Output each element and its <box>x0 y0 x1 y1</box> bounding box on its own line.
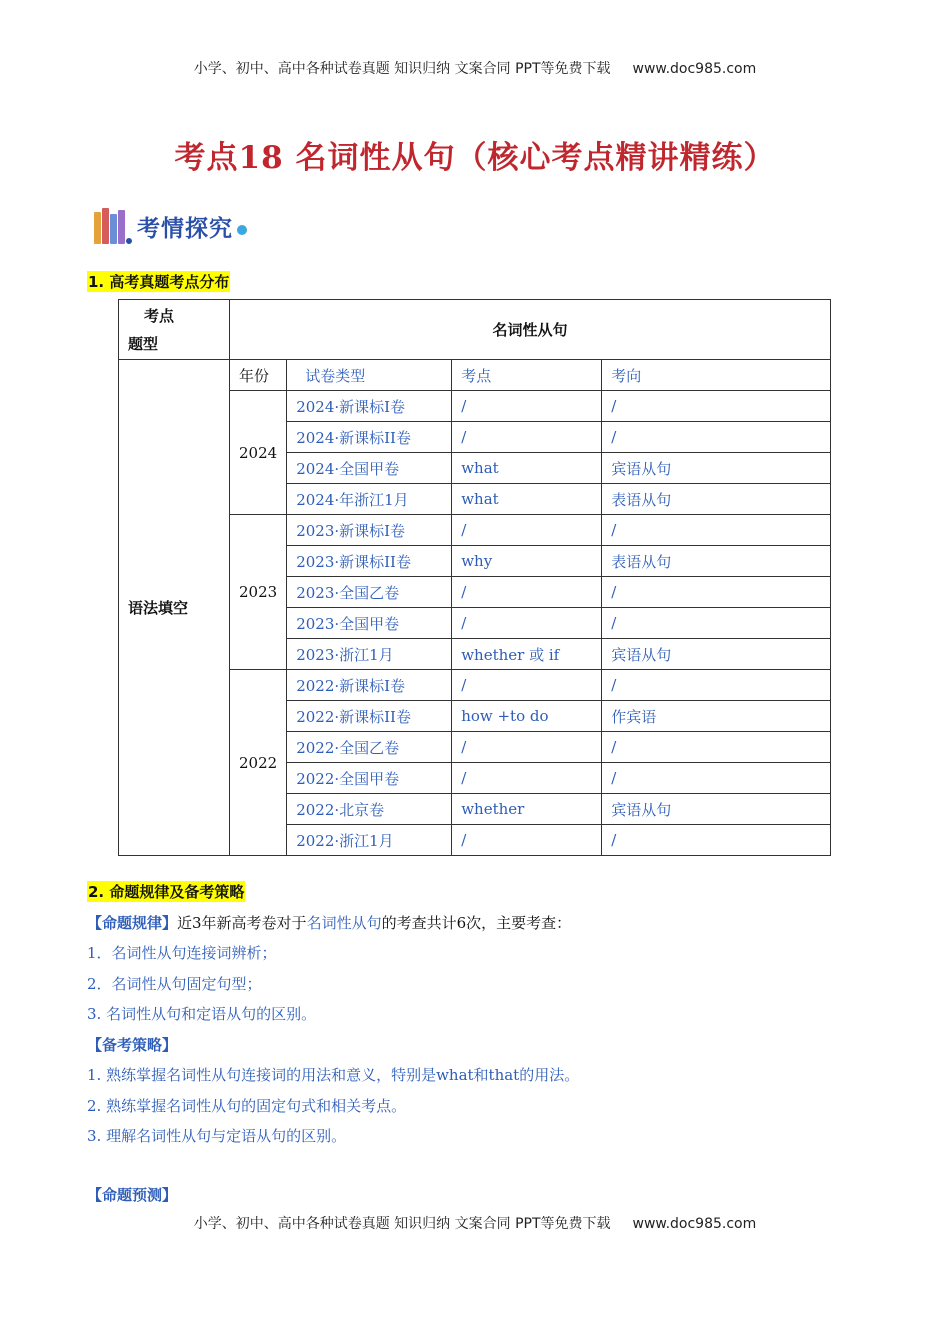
footer-url[interactable]: www.doc985.com <box>632 1216 757 1232</box>
point-cell: / <box>452 825 602 856</box>
point-cell: how +to do <box>452 701 602 732</box>
point-cell: what <box>452 484 602 515</box>
year-cell: 2024 <box>230 391 287 515</box>
corner-cell <box>119 300 230 360</box>
paper-cell: 2023·新课标II卷 <box>287 546 452 577</box>
rule-item-3: 3. 名词性从句和定语从句的区别。 <box>87 1005 317 1023</box>
point-cell: / <box>452 515 602 546</box>
point-cell: / <box>452 670 602 701</box>
year-cell: 2023 <box>230 515 287 670</box>
point-cell: whether <box>452 794 602 825</box>
paper-cell: 2023·浙江1月 <box>287 639 452 670</box>
direction-cell: / <box>602 515 831 546</box>
corner-top: 考点 <box>144 307 175 325</box>
paper-cell: 2024·新课标I卷 <box>287 391 452 422</box>
paper-cell: 2023·全国乙卷 <box>287 577 452 608</box>
strategy-item-2: 2. 熟练掌握名词性从句的固定句式和相关考点。 <box>87 1097 407 1115</box>
col-header-point: 考点 <box>452 360 602 391</box>
rule-post: 的考查共计6次，主要考查： <box>381 914 572 932</box>
corner-bottom: 题型 <box>128 335 159 353</box>
section2-heading: 2. 命题规律及备考策略 <box>88 883 245 901</box>
paper-cell: 2024·年浙江1月 <box>287 484 452 515</box>
prediction-label: 【命题预测】 <box>87 1186 178 1204</box>
rule-item-2: 2．名词性从句固定句型； <box>87 975 262 993</box>
exam-distribution-table <box>118 299 831 856</box>
rule-topic: 名词性从句 <box>306 914 382 932</box>
direction-cell: / <box>602 422 831 453</box>
page-footer <box>0 1213 950 1233</box>
point-cell: what <box>452 453 602 484</box>
header-url[interactable]: www.doc985.com <box>632 61 757 77</box>
header-text: 小学、初中、高中各种试卷真题 知识归纳 文案合同 PPT等免费下载 <box>193 61 611 77</box>
point-cell: / <box>452 422 602 453</box>
strategy-label: 【备考策略】 <box>87 1036 178 1054</box>
point-cell: / <box>452 732 602 763</box>
col-header-direction: 考向 <box>602 360 831 391</box>
direction-cell: / <box>602 608 831 639</box>
paper-cell: 2022·浙江1月 <box>287 825 452 856</box>
direction-cell: 宾语从句 <box>602 453 831 484</box>
row-label-cell: 语法填空 <box>119 360 230 856</box>
direction-cell: 作宾语 <box>602 701 831 732</box>
direction-cell: 表语从句 <box>602 484 831 515</box>
col-header-paper: 试卷类型 <box>287 360 452 391</box>
topic-cell: 名词性从句 <box>230 300 831 360</box>
point-cell: / <box>452 608 602 639</box>
point-cell: why <box>452 546 602 577</box>
direction-cell: / <box>602 732 831 763</box>
direction-cell: / <box>602 670 831 701</box>
point-cell: / <box>452 391 602 422</box>
direction-cell: 宾语从句 <box>602 794 831 825</box>
year-cell: 2022 <box>230 670 287 856</box>
footer-text: 小学、初中、高中各种试卷真题 知识归纳 文案合同 PPT等免费下载 <box>193 1216 611 1232</box>
point-cell: / <box>452 577 602 608</box>
direction-cell: 表语从句 <box>602 546 831 577</box>
rule-pre: 近3年新高考卷对于 <box>177 914 307 932</box>
strategy-item-1: 1. 熟练掌握名词性从句连接词的用法和意义，特别是what和that的用法。 <box>87 1066 580 1084</box>
banner-label: 考情探究 <box>137 215 233 242</box>
paper-cell: 2023·全国甲卷 <box>287 608 452 639</box>
direction-cell: 宾语从句 <box>602 639 831 670</box>
paper-cell: 2022·全国乙卷 <box>287 732 452 763</box>
direction-cell: / <box>602 825 831 856</box>
page-title: 考点18 名词性从句（核心考点精讲精练） <box>174 140 776 176</box>
rule-item-1: 1．名词性从句连接词辨析； <box>87 944 277 962</box>
paper-cell: 2022·新课标I卷 <box>287 670 452 701</box>
paper-cell: 2024·全国甲卷 <box>287 453 452 484</box>
paper-cell: 2022·新课标II卷 <box>287 701 452 732</box>
section-banner <box>94 206 247 246</box>
column-header-row <box>119 360 831 391</box>
page-header <box>0 58 950 78</box>
paper-cell: 2022·全国甲卷 <box>287 763 452 794</box>
dot-icon <box>237 225 247 235</box>
books-icon <box>94 208 133 244</box>
section1-heading: 1. 高考真题考点分布 <box>88 273 230 291</box>
rule-line <box>87 913 571 933</box>
direction-cell: / <box>602 763 831 794</box>
strategy-item-3: 3. 理解名词性从句与定语从句的区别。 <box>87 1127 347 1145</box>
direction-cell: / <box>602 577 831 608</box>
direction-cell: / <box>602 391 831 422</box>
paper-cell: 2023·新课标I卷 <box>287 515 452 546</box>
rule-label: 【命题规律】 <box>87 914 178 932</box>
point-cell: whether 或 if <box>452 639 602 670</box>
paper-cell: 2022·北京卷 <box>287 794 452 825</box>
col-header-year: 年份 <box>230 360 287 391</box>
paper-cell: 2024·新课标II卷 <box>287 422 452 453</box>
table-header-row <box>119 300 831 360</box>
point-cell: / <box>452 763 602 794</box>
